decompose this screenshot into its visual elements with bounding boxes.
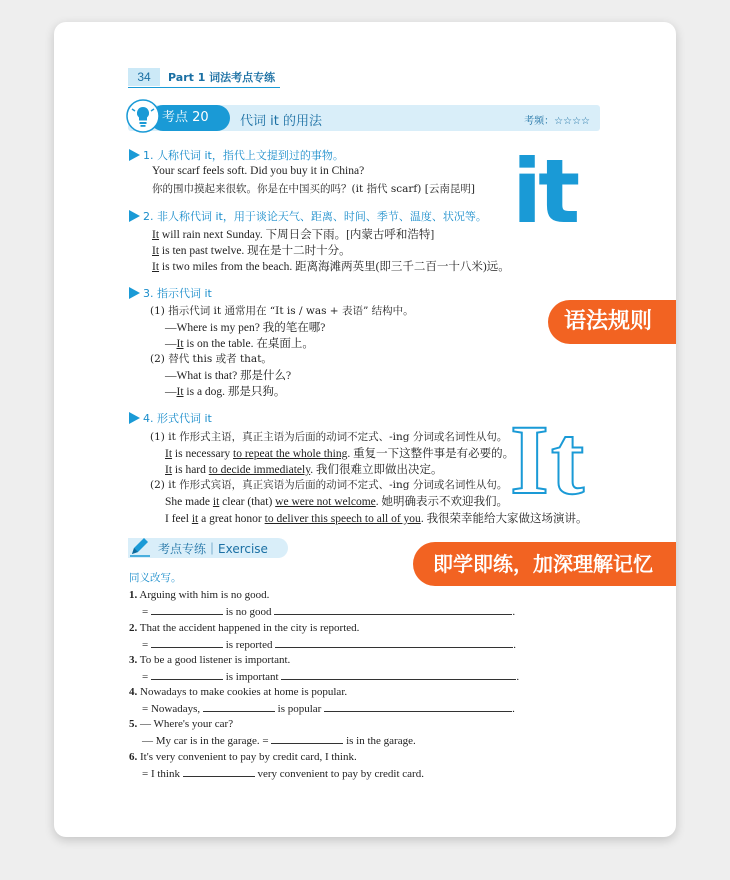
blank-field[interactable] (151, 638, 223, 648)
s4-example-2: It is hard to decide immediately. 我们很难立即做出决定。 (165, 464, 443, 476)
grammar-rules-callout: 语法规则 (548, 300, 676, 344)
answer-2: = is reported . (142, 639, 516, 651)
blank-field[interactable] (324, 702, 512, 712)
blank-field[interactable] (274, 605, 512, 615)
question-1: 1. Arguing with him is no good. (129, 589, 270, 601)
topic-banner (128, 105, 600, 131)
s3-rule-1: (1) 指示代词 it 通常用在 “It is / was + 表语” 结构中。 (150, 305, 414, 317)
exercise-instruction: 同义改写。 (129, 572, 182, 584)
s3-example-1: —Where is my pen? 我的笔在哪? (165, 322, 326, 334)
practice-callout: 即学即练，加深理解记忆 (413, 542, 676, 586)
page-number: 34 (128, 68, 160, 86)
s1-example-en: Your scarf feels soft. Did you buy it in China? (152, 165, 365, 177)
question-2: 2. That the accident happened in the city is reported. (129, 622, 360, 634)
s2-example-3: It is two miles from the beach. 距离海滩两英里(即三千二百一十八米)远。 (152, 261, 510, 273)
blank-field[interactable] (275, 638, 513, 648)
big-it-graphic: it (512, 140, 577, 243)
section-3-heading: 3. 指示代词 it (129, 285, 212, 301)
triangle-bullet-icon (129, 149, 140, 161)
exercise-header (128, 538, 288, 558)
blank-field[interactable] (203, 702, 275, 712)
part-title: Part 1 词法考点专练 (168, 71, 276, 84)
triangle-bullet-icon (129, 412, 140, 424)
topic-frequency: 考频：☆☆☆☆ (524, 116, 590, 127)
section-4-heading: 4. 形式代词 it (129, 410, 212, 426)
triangle-bullet-icon (129, 287, 140, 299)
answer-4: = Nowadays, is popular . (142, 703, 515, 715)
question-3: 3. To be a good listener is important. (129, 654, 291, 666)
s4-example-1: It is necessary to repeat the whole thing. 重复一下这整件事是有必要的。 (165, 448, 515, 460)
pen-icon (128, 534, 152, 558)
s3-example-3: —What is that? 那是什么? (165, 370, 292, 382)
s4-example-4: I feel it a great honor to deliver this speech to all of you. 我很荣幸能给大家做这场演讲。 (165, 513, 588, 525)
section-1-heading: 1. 人称代词 it，指代上文提到过的事物。 (129, 147, 344, 163)
answer-3: = is important . (142, 671, 520, 683)
blank-field[interactable] (281, 670, 516, 680)
s4-rule-1: (1) it 作形式主语，真正主语为后面的动词不定式、-ing 分词或名词性从句。 (150, 431, 508, 443)
triangle-bullet-icon (129, 210, 140, 222)
s1-example-cn: 你的围巾摸起来很软。你是在中国买的吗？(it 指代 scarf) [云南昆明] (152, 183, 475, 195)
topic-title: 代词 it 的用法 (240, 114, 322, 129)
s3-example-2: —It is on the table. 在桌面上。 (165, 338, 314, 350)
blank-field[interactable] (183, 767, 255, 777)
section-2-heading: 2. 非人称代词 it，用于谈论天气、距离、时间、季节、温度、状况等。 (129, 208, 487, 224)
answer-6: = I think very convenient to pay by credit card. (142, 768, 424, 780)
s2-example-1: It will rain next Sunday. 下周日会下雨。[内蒙古呼和浩特] (152, 229, 435, 241)
s4-example-3: She made it clear (that) we were not welcome. 她明确表示不欢迎我们。 (165, 496, 509, 508)
lightbulb-icon (126, 99, 160, 133)
s3-rule-2: (2) 替代 this 或者 that。 (150, 353, 272, 365)
answer-1: = is no good . (142, 606, 516, 618)
question-6: 6. It's very convenient to pay by credit card, I think. (129, 751, 357, 763)
question-4: 4. Nowadays to make cookies at home is popular. (129, 686, 348, 698)
dotted-it-graphic: It (510, 404, 587, 515)
answer-5: — My car is in the garage. = is in the garage. (142, 735, 416, 747)
s3-example-4: —It is a dog. 那是只狗。 (165, 386, 286, 398)
page-header (128, 68, 280, 88)
topic-tag: 考点 20 (150, 105, 230, 131)
s2-example-2: It is ten past twelve. 现在是十二时十分。 (152, 245, 351, 257)
blank-field[interactable] (271, 734, 343, 744)
question-5: 5. — Where's your car? (129, 718, 234, 730)
s4-rule-2: (2) it 作形式宾语，真正宾语为后面的动词不定式、-ing 分词或名词性从句。 (150, 479, 508, 491)
blank-field[interactable] (151, 670, 223, 680)
blank-field[interactable] (151, 605, 223, 615)
exercise-title: 考点专练｜Exercise (158, 542, 268, 556)
